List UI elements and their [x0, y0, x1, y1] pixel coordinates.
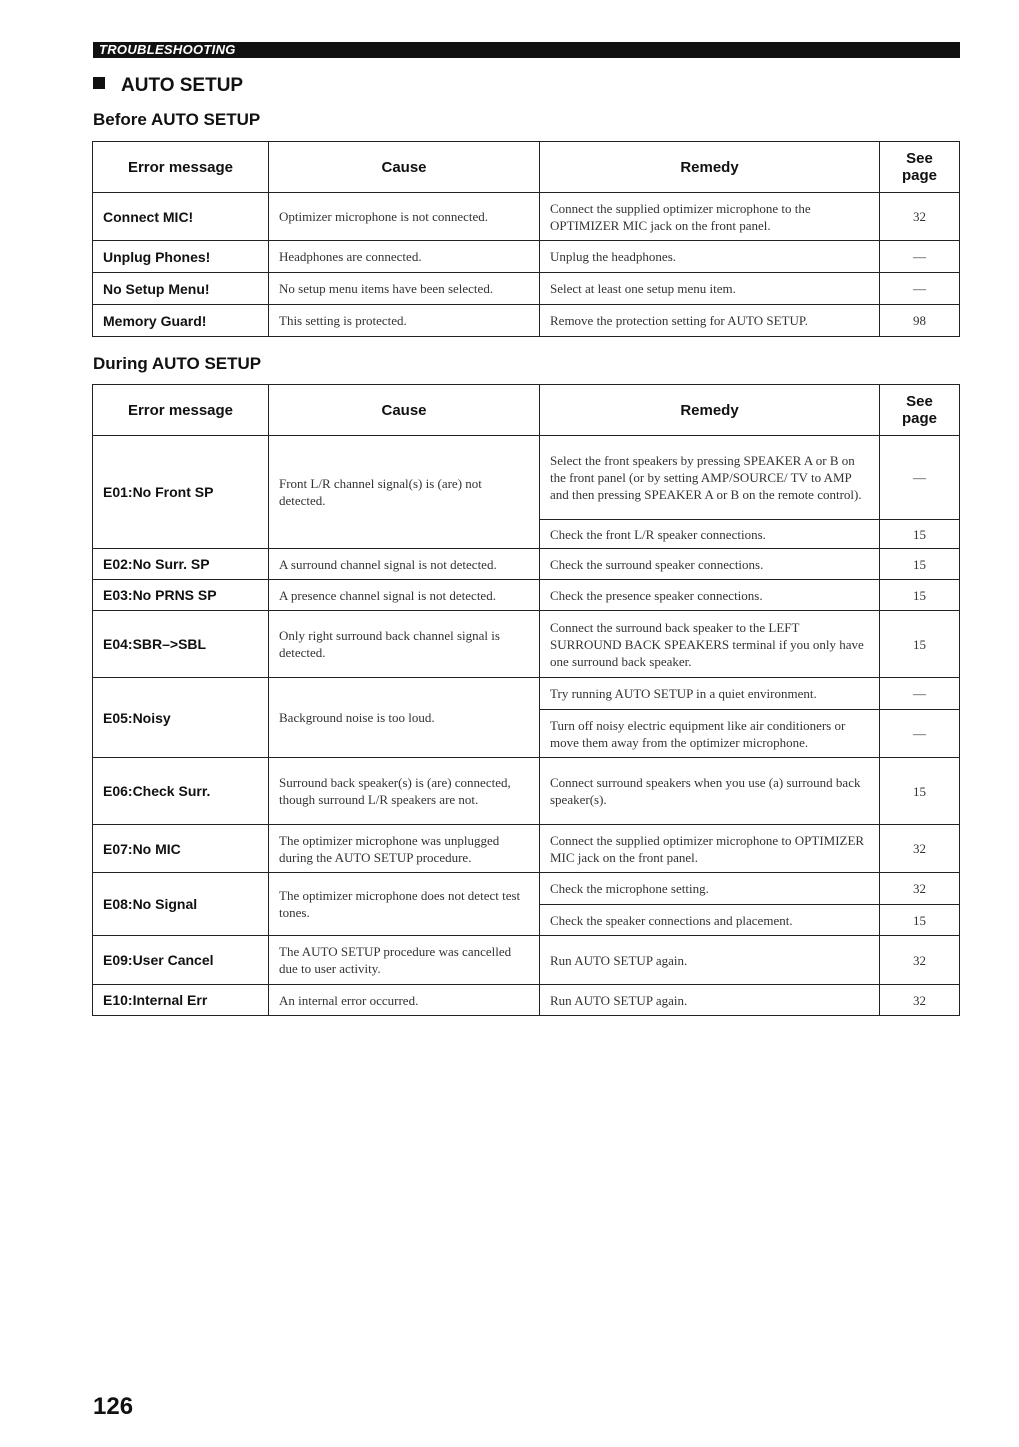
see-page: 15	[880, 549, 960, 580]
column-header-error: Error message	[93, 385, 269, 436]
column-header-remedy: Remedy	[540, 142, 880, 193]
cause-text: Headphones are connected.	[269, 241, 540, 273]
table-row	[93, 758, 960, 825]
table-row	[93, 549, 960, 580]
table-row	[93, 873, 960, 905]
error-message: E06:Check Surr.	[93, 758, 269, 825]
column-header-page: See page	[880, 385, 960, 436]
error-message: Unplug Phones!	[93, 241, 269, 273]
remedy-text: Check the presence speaker connections.	[540, 580, 880, 611]
cause-text: This setting is protected.	[269, 305, 540, 337]
see-page: —	[880, 678, 960, 710]
cause-text: An internal error occurred.	[269, 985, 540, 1016]
table-row	[93, 305, 960, 337]
cause-text: Optimizer microphone is not connected.	[269, 193, 540, 241]
remedy-text: Select the front speakers by pressing SPEAKER A or B on the front panel (or by setting AMP/SOURCE/ TV to AMP and then pressing SPEAKER A or B on the remote control).	[540, 436, 880, 520]
table-row	[93, 580, 960, 611]
remedy-text: Connect the supplied optimizer microphone to OPTIMIZER MIC jack on the front panel.	[540, 825, 880, 873]
table-row	[93, 273, 960, 305]
see-page: 32	[880, 936, 960, 985]
error-message: E10:Internal Err	[93, 985, 269, 1016]
table-row	[93, 436, 960, 520]
remedy-text: Connect the supplied optimizer microphone to the OPTIMIZER MIC jack on the front panel.	[540, 193, 880, 241]
error-message: E07:No MIC	[93, 825, 269, 873]
table-row	[93, 611, 960, 678]
error-message: E09:User Cancel	[93, 936, 269, 985]
error-message: E04:SBR–>SBL	[93, 611, 269, 678]
during-table	[92, 384, 960, 1016]
see-page: 15	[880, 758, 960, 825]
table-row	[93, 241, 960, 273]
cause-text: The optimizer microphone does not detect test tones.	[269, 873, 540, 936]
error-message: E05:Noisy	[93, 678, 269, 758]
during-section-title: During AUTO SETUP	[93, 354, 262, 373]
column-header-remedy: Remedy	[540, 385, 880, 436]
remedy-text: Check the speaker connections and placement.	[540, 905, 880, 936]
remedy-text: Connect the surround back speaker to the LEFT SURROUND BACK SPEAKERS terminal if you only have one surround back speaker.	[540, 611, 880, 678]
cause-text: No setup menu items have been selected.	[269, 273, 540, 305]
error-message: E01:No Front SP	[93, 436, 269, 549]
see-page: 15	[880, 520, 960, 549]
see-page: 32	[880, 825, 960, 873]
table-row	[93, 985, 960, 1016]
remedy-text: Remove the protection setting for AUTO SETUP.	[540, 305, 880, 337]
remedy-text: Check the microphone setting.	[540, 873, 880, 905]
see-page: 32	[880, 985, 960, 1016]
table-row	[93, 678, 960, 710]
see-page: 32	[880, 193, 960, 241]
error-message: Connect MIC!	[93, 193, 269, 241]
table-row	[93, 825, 960, 873]
section-header-bar	[93, 42, 960, 58]
remedy-text: Run AUTO SETUP again.	[540, 936, 880, 985]
remedy-text: Check the surround speaker connections.	[540, 549, 880, 580]
see-page: 98	[880, 305, 960, 337]
cause-text: Front L/R channel signal(s) is (are) not detected.	[269, 436, 540, 549]
table-row	[93, 193, 960, 241]
table-row	[93, 936, 960, 985]
column-header-error: Error message	[93, 142, 269, 193]
see-page: —	[880, 241, 960, 273]
cause-text: Background noise is too loud.	[269, 678, 540, 758]
remedy-text: Turn off noisy electric equipment like air conditioners or move them away from the optimizer microphone.	[540, 710, 880, 758]
page-title-text: AUTO SETUP	[121, 75, 244, 96]
see-page: —	[880, 273, 960, 305]
error-message: E02:No Surr. SP	[93, 549, 269, 580]
remedy-text: Run AUTO SETUP again.	[540, 985, 880, 1016]
cause-text: The optimizer microphone was unplugged during the AUTO SETUP procedure.	[269, 825, 540, 873]
page-number: 126	[93, 1393, 134, 1420]
remedy-text: Unplug the headphones.	[540, 241, 880, 273]
error-message: E08:No Signal	[93, 873, 269, 936]
remedy-text: Try running AUTO SETUP in a quiet environment.	[540, 678, 880, 710]
column-header-page: See page	[880, 142, 960, 193]
before-section-title: Before AUTO SETUP	[93, 110, 261, 129]
square-bullet-icon	[93, 77, 105, 89]
cause-text: A presence channel signal is not detected.	[269, 580, 540, 611]
column-header-cause: Cause	[269, 142, 540, 193]
before-table	[92, 141, 960, 337]
cause-text: Only right surround back channel signal is detected.	[269, 611, 540, 678]
see-page: 15	[880, 905, 960, 936]
see-page: —	[880, 436, 960, 520]
see-page: 15	[880, 580, 960, 611]
remedy-text: Select at least one setup menu item.	[540, 273, 880, 305]
column-header-cause: Cause	[269, 385, 540, 436]
see-page: 15	[880, 611, 960, 678]
see-page: 32	[880, 873, 960, 905]
error-message: Memory Guard!	[93, 305, 269, 337]
error-message: E03:No PRNS SP	[93, 580, 269, 611]
see-page: —	[880, 710, 960, 758]
remedy-text: Connect surround speakers when you use (a) surround back speaker(s).	[540, 758, 880, 825]
error-message: No Setup Menu!	[93, 273, 269, 305]
page-title	[93, 75, 243, 97]
section-header-label: TROUBLESHOOTING	[99, 42, 236, 57]
remedy-text: Check the front L/R speaker connections.	[540, 520, 880, 549]
cause-text: The AUTO SETUP procedure was cancelled due to user activity.	[269, 936, 540, 985]
cause-text: A surround channel signal is not detected.	[269, 549, 540, 580]
cause-text: Surround back speaker(s) is (are) connected, though surround L/R speakers are not.	[269, 758, 540, 825]
